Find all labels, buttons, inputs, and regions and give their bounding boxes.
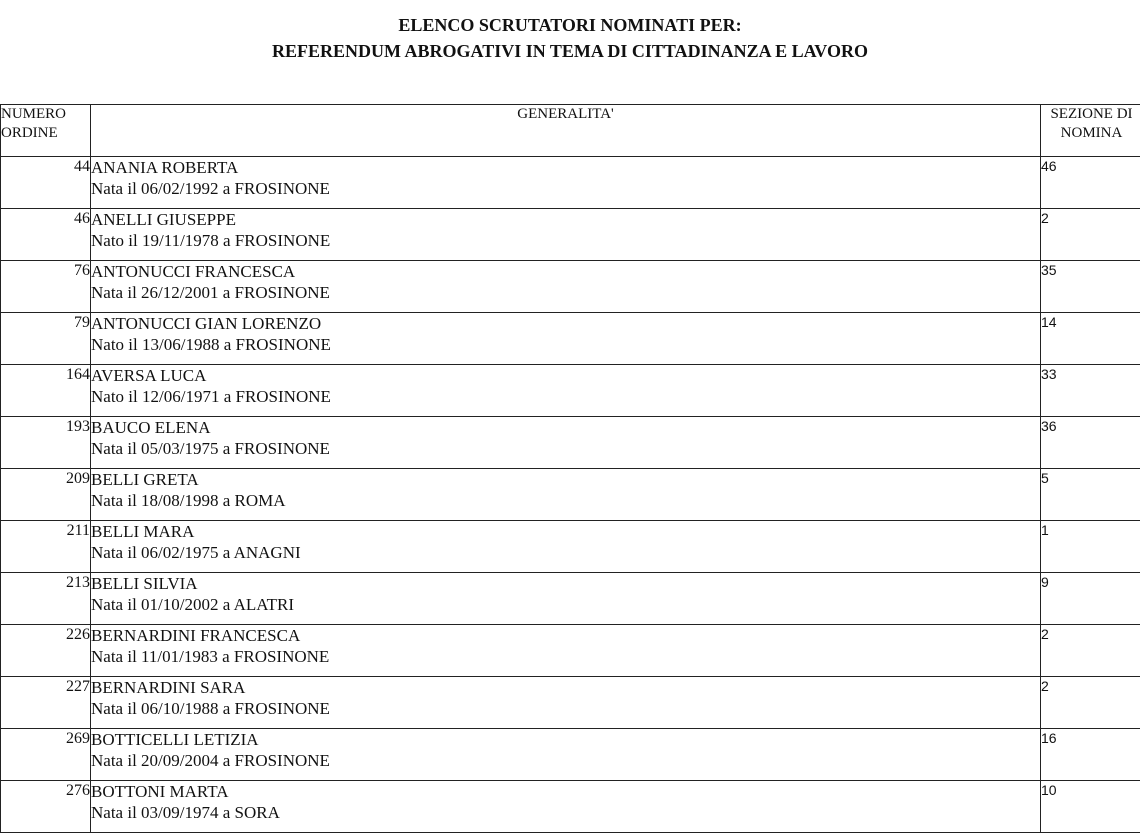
birth-info: Nata il 18/08/1998 a ROMA <box>91 490 1040 511</box>
generalita-cell <box>91 469 1041 521</box>
scrutatore-name: ANTONUCCI FRANCESCA <box>91 261 1040 282</box>
table-row <box>1 521 1140 573</box>
table-row <box>1 677 1140 729</box>
generalita-cell <box>91 625 1041 677</box>
birth-info: Nata il 03/09/1974 a SORA <box>91 802 1040 823</box>
numero-ordine-cell: 226 <box>1 625 91 677</box>
scrutatore-name: ANTONUCCI GIAN LORENZO <box>91 313 1040 334</box>
scrutatore-name: ANELLI GIUSEPPE <box>91 209 1040 230</box>
numero-ordine-cell: 164 <box>1 365 91 417</box>
header-sezione-line2: NOMINA <box>1061 125 1123 141</box>
numero-ordine-cell: 193 <box>1 417 91 469</box>
generalita-cell <box>91 573 1041 625</box>
sezione-nomina-cell: 46 <box>1041 157 1140 209</box>
birth-info: Nata il 26/12/2001 a FROSINONE <box>91 282 1040 303</box>
table-row <box>1 261 1140 313</box>
generalita-cell <box>91 365 1041 417</box>
table-row <box>1 417 1140 469</box>
numero-ordine-cell: 227 <box>1 677 91 729</box>
numero-ordine-cell: 213 <box>1 573 91 625</box>
table-row <box>1 157 1140 209</box>
table-row <box>1 573 1140 625</box>
header-sezione-nomina <box>1041 105 1140 157</box>
table-row <box>1 313 1140 365</box>
scrutatore-name: BELLI GRETA <box>91 469 1040 490</box>
scrutatore-name: AVERSA LUCA <box>91 365 1040 386</box>
scrutatore-name: BAUCO ELENA <box>91 417 1040 438</box>
scrutatore-name: BELLI SILVIA <box>91 573 1040 594</box>
numero-ordine-cell: 209 <box>1 469 91 521</box>
generalita-cell <box>91 209 1041 261</box>
table-row <box>1 729 1140 781</box>
sezione-nomina-cell: 10 <box>1041 781 1140 833</box>
generalita-cell <box>91 313 1041 365</box>
scrutatore-name: BERNARDINI SARA <box>91 677 1040 698</box>
scrutatore-name: BERNARDINI FRANCESCA <box>91 625 1040 646</box>
birth-info: Nata il 06/10/1988 a FROSINONE <box>91 698 1040 719</box>
header-generalita: GENERALITA' <box>91 105 1041 157</box>
generalita-cell <box>91 781 1041 833</box>
birth-info: Nato il 19/11/1978 a FROSINONE <box>91 230 1040 251</box>
scrutatore-name: BOTTICELLI LETIZIA <box>91 729 1040 750</box>
table-row <box>1 209 1140 261</box>
numero-ordine-cell: 269 <box>1 729 91 781</box>
numero-ordine-cell: 211 <box>1 521 91 573</box>
birth-info: Nato il 13/06/1988 a FROSINONE <box>91 334 1040 355</box>
scrutatori-table <box>0 104 1140 833</box>
generalita-cell <box>91 261 1041 313</box>
document-title <box>0 12 1140 64</box>
title-line-2: REFERENDUM ABROGATIVI IN TEMA DI CITTADINANZA E LAVORO <box>0 38 1140 64</box>
sezione-nomina-cell: 33 <box>1041 365 1140 417</box>
generalita-cell <box>91 521 1041 573</box>
sezione-nomina-cell: 36 <box>1041 417 1140 469</box>
birth-info: Nata il 01/10/2002 a ALATRI <box>91 594 1040 615</box>
sezione-nomina-cell: 5 <box>1041 469 1140 521</box>
numero-ordine-cell: 76 <box>1 261 91 313</box>
generalita-cell <box>91 417 1041 469</box>
sezione-nomina-cell: 14 <box>1041 313 1140 365</box>
sezione-nomina-cell: 16 <box>1041 729 1140 781</box>
scrutatore-name: BELLI MARA <box>91 521 1040 542</box>
generalita-cell <box>91 729 1041 781</box>
sezione-nomina-cell: 1 <box>1041 521 1140 573</box>
table-row <box>1 781 1140 833</box>
numero-ordine-cell: 276 <box>1 781 91 833</box>
birth-info: Nata il 11/01/1983 a FROSINONE <box>91 646 1040 667</box>
header-numero-line1: NUMERO <box>1 106 66 122</box>
birth-info: Nato il 12/06/1971 a FROSINONE <box>91 386 1040 407</box>
sezione-nomina-cell: 35 <box>1041 261 1140 313</box>
header-sezione-line1: SEZIONE DI <box>1050 106 1132 122</box>
header-numero-line2: ORDINE <box>1 125 58 141</box>
table-header-row <box>1 105 1140 157</box>
scrutatore-name: ANANIA ROBERTA <box>91 157 1040 178</box>
numero-ordine-cell: 44 <box>1 157 91 209</box>
table-row <box>1 365 1140 417</box>
scrutatore-name: BOTTONI MARTA <box>91 781 1040 802</box>
numero-ordine-cell: 46 <box>1 209 91 261</box>
birth-info: Nata il 20/09/2004 a FROSINONE <box>91 750 1040 771</box>
birth-info: Nata il 06/02/1975 a ANAGNI <box>91 542 1040 563</box>
sezione-nomina-cell: 2 <box>1041 677 1140 729</box>
sezione-nomina-cell: 2 <box>1041 209 1140 261</box>
sezione-nomina-cell: 2 <box>1041 625 1140 677</box>
table-body <box>1 157 1140 833</box>
birth-info: Nata il 06/02/1992 a FROSINONE <box>91 178 1040 199</box>
birth-info: Nata il 05/03/1975 a FROSINONE <box>91 438 1040 459</box>
header-numero-ordine <box>1 105 91 157</box>
generalita-cell <box>91 157 1041 209</box>
table-row <box>1 469 1140 521</box>
table-row <box>1 625 1140 677</box>
numero-ordine-cell: 79 <box>1 313 91 365</box>
title-line-1: ELENCO SCRUTATORI NOMINATI PER: <box>0 12 1140 38</box>
generalita-cell <box>91 677 1041 729</box>
sezione-nomina-cell: 9 <box>1041 573 1140 625</box>
